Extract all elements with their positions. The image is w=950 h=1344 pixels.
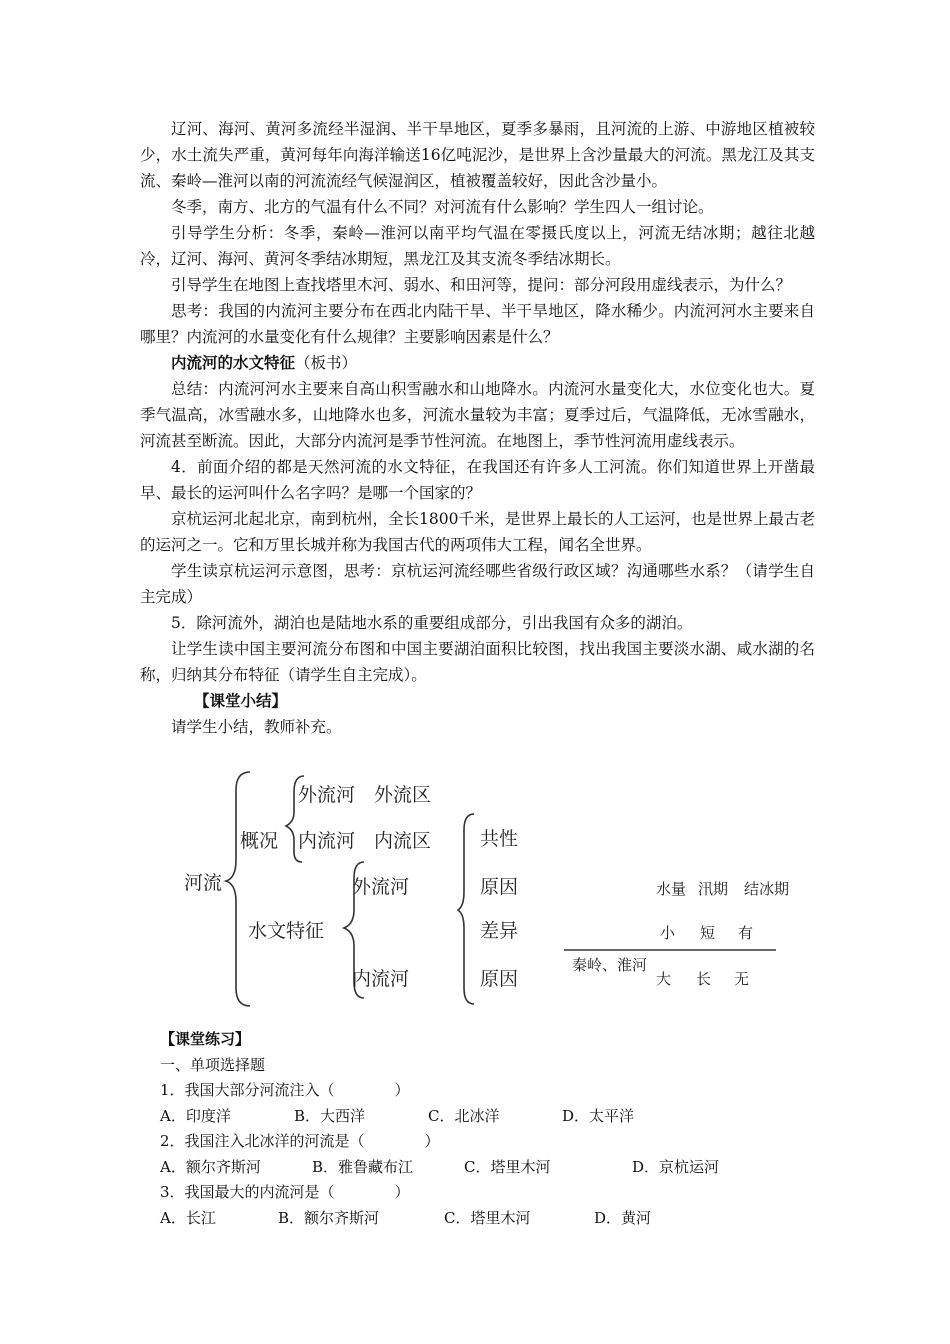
diagram-root: 河流 — [184, 872, 223, 894]
row-south-freeze: 有 — [738, 924, 754, 942]
features-brace — [458, 814, 474, 1004]
board-heading — [140, 350, 815, 376]
row-north-freeze: 无 — [734, 970, 750, 988]
summary-diagram — [140, 760, 820, 1020]
row-north-flood: 长 — [696, 970, 712, 988]
diagram-outer-area: 外流区 — [374, 784, 432, 806]
paragraph: 让学生读中国主要河流分布图和中国主要湖泊面积比较图，找出我国主要淡水湖、咸水湖的名称，归纳其分布特征（请学生自主完成）。 — [140, 640, 815, 684]
diagram-cause-2: 原因 — [480, 968, 519, 990]
option: A．长江 — [160, 1208, 216, 1227]
question-3: 3．我国最大的内流河是（ ） — [160, 1183, 410, 1201]
row-south-volume: 小 — [660, 924, 676, 942]
diagram-hydro-inner: 内流河 — [352, 968, 410, 990]
row-north-volume: 大 — [656, 970, 672, 988]
exercise-section-title: 一、单项选择题 — [160, 1055, 266, 1074]
question-2: 2．我国注入北冰洋的河流是（ ） — [160, 1132, 440, 1150]
paragraph: 总结：内流河河水主要来自高山积雪融水和山地降水。内流河水量变化大，水位变化也大。夏季气温高，冰雪融水多，山地降水也多，河流水量较为丰富；夏季过后，气温降低，无冰雪融水，河流甚至断流。因此，大部分内流河是季节性河流。在地图上，季节性河流用虚线表示。 — [140, 380, 815, 450]
diagram-inner-river: 内流河 — [298, 830, 356, 852]
options-3 — [160, 1206, 800, 1232]
divider-label: 秦岭、淮河 — [572, 956, 648, 974]
diagram-diff: 差异 — [480, 920, 519, 942]
paragraph: 冬季，南方、北方的气温有什么不同？对河流有什么影响？学生四人一组讨论。 — [171, 198, 714, 216]
options-2 — [160, 1155, 800, 1181]
row-south-flood: 短 — [700, 924, 716, 942]
paragraph: 引导学生在地图上查找塔里木河、弱水、和田河等，提问：部分河段用虚线表示，为什么？ — [171, 276, 792, 294]
paragraph: 辽河、海河、黄河多流经半湿润、半干旱地区，夏季多暴雨，且河流的上游、中游地区植被较少，水土流失严重，黄河每年向海洋输送16亿吨泥沙，是世界上含沙量最大的河流。黑龙江及其支流、秦岭—淮河以南的河流流经气候湿润区，植被覆盖较好，因此含沙量小。 — [140, 120, 815, 190]
option: D．黄河 — [594, 1208, 652, 1227]
diagram-outer-river: 外流河 — [298, 784, 356, 806]
option: C．北冰洋 — [428, 1106, 500, 1125]
paragraph: 京杭运河北起北京，南到杭州，全长1800千米，是世界上最长的人工运河，也是世界上最古老的运河之一。它和万里长城并称为我国古代的两项伟大工程，闻名全世界。 — [140, 510, 815, 554]
diagram-overview: 概况 — [240, 830, 279, 852]
diagram-hydro-outer: 外流河 — [352, 876, 410, 898]
exercise-section — [160, 1027, 800, 1231]
paragraph: 思考：我国的内流河主要分布在西北内陆干旱、半干旱地区，降水稀少。内流河河水主要来自哪里？内流河的水量变化有什么规律？主要影响因素是什么？ — [140, 302, 815, 346]
options-1 — [160, 1104, 800, 1130]
option: A．印度洋 — [160, 1106, 231, 1125]
diagram-hydro: 水文特征 — [248, 920, 325, 942]
option: D．太平洋 — [562, 1106, 635, 1125]
table-header-volume: 水量 — [656, 880, 687, 898]
option: B．雅鲁藏布江 — [312, 1157, 414, 1176]
paragraph: 引导学生分析：冬季，秦岭—淮河以南平均气温在零摄氏度以上，河流无结冰期；越往北越冷，辽河、海河、黄河冬季结冰期短，黑龙江及其支流冬季结冰期长。 — [140, 224, 815, 268]
option: D．京杭运河 — [632, 1157, 720, 1176]
summary-heading: 【课堂小结】 — [194, 691, 288, 710]
table-header-flood: 汛期 — [698, 880, 729, 898]
question-1: 1．我国大部分河流注入（ ） — [160, 1081, 410, 1099]
board-heading-bold: 内流河的水文特征 — [171, 353, 296, 372]
lesson-text — [140, 116, 815, 740]
diagram-cause-1: 原因 — [480, 876, 519, 898]
option: B．额尔齐斯河 — [278, 1208, 380, 1227]
summary-text: 请学生小结，教师补充。 — [171, 718, 342, 736]
board-heading-note: （板书） — [295, 354, 358, 372]
option: A．额尔齐斯河 — [160, 1157, 261, 1176]
diagram-common: 共性 — [480, 828, 519, 850]
diagram-inner-area: 内流区 — [374, 830, 432, 852]
paragraph: 4．前面介绍的都是天然河流的水文特征，在我国还有许多人工河流。你们知道世界上开凿最早、最长的运河叫什么名字吗？是哪一个国家的？ — [140, 458, 815, 502]
main-brace — [226, 772, 250, 1006]
exercise-heading: 【课堂练习】 — [160, 1030, 251, 1048]
option: B．大西洋 — [294, 1106, 366, 1125]
option: C．塔里木河 — [464, 1157, 551, 1176]
paragraph: 5．除河流外，湖泊也是陆地水系的重要组成部分，引出我国有众多的湖泊。 — [171, 614, 693, 632]
paragraph: 学生读京杭运河示意图，思考：京杭运河流经哪些省级行政区域？沟通哪些水系？（请学生自主完成） — [140, 562, 815, 606]
table-header-freeze: 结冰期 — [744, 880, 790, 898]
option: C．塔里木河 — [444, 1208, 531, 1227]
